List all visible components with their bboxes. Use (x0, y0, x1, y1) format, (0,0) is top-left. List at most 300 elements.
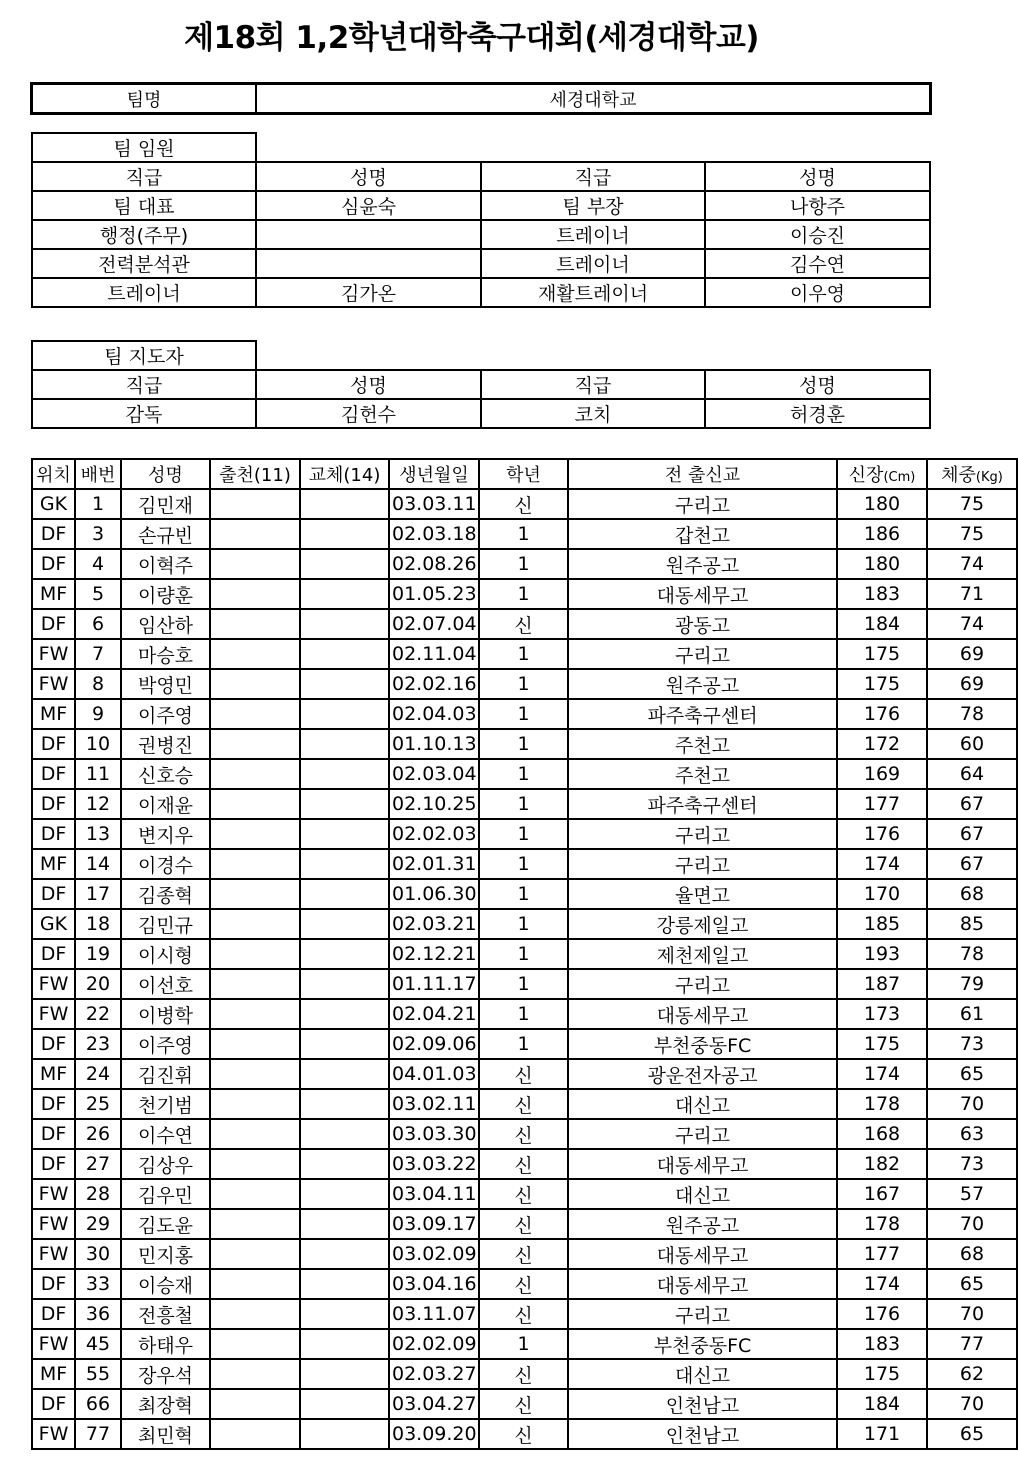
staff-name-cell (256, 220, 481, 249)
team-name: 세경대학교 (256, 84, 930, 113)
coach-name-cell: 김헌수 (256, 399, 481, 428)
player-row (32, 1239, 1017, 1269)
name-cell: 김종혁 (121, 879, 210, 909)
sub-cell (300, 639, 389, 669)
height-cell: 168 (837, 1119, 927, 1149)
height-cell: 171 (837, 1419, 927, 1449)
staff-row (32, 220, 930, 249)
player-row (32, 1389, 1017, 1419)
name-cell: 이재윤 (121, 789, 210, 819)
school-cell: 대동세무고 (568, 1269, 837, 1299)
school-cell: 대동세무고 (568, 1149, 837, 1179)
grade-cell: 신 (479, 1089, 568, 1119)
player-row (32, 729, 1017, 759)
birth-cell: 03.09.17 (389, 1209, 479, 1239)
birth-cell: 03.03.11 (389, 489, 479, 519)
staff-row (32, 278, 930, 307)
sub-cell (300, 1089, 389, 1119)
weight-cell: 73 (927, 1029, 1017, 1059)
start-cell (210, 1059, 300, 1089)
number-cell: 20 (75, 969, 121, 999)
name-cell: 이혁주 (121, 549, 210, 579)
staff-rank-cell: 재활트레이너 (481, 278, 705, 307)
team-label: 팀명 (32, 84, 256, 113)
staff-row (32, 249, 930, 278)
number-cell: 28 (75, 1179, 121, 1209)
start-cell (210, 1299, 300, 1329)
sub-cell (300, 1179, 389, 1209)
grade-cell: 1 (479, 669, 568, 699)
player-row (32, 579, 1017, 609)
start-cell (210, 1179, 300, 1209)
staff-name-cell: 김가온 (256, 278, 481, 307)
birth-cell: 01.05.23 (389, 579, 479, 609)
name-cell: 김상우 (121, 1149, 210, 1179)
header-weight-unit: (Kg) (975, 470, 1003, 485)
position-cell: FW (32, 1239, 75, 1269)
number-cell: 4 (75, 549, 121, 579)
player-row (32, 1149, 1017, 1179)
player-row (32, 639, 1017, 669)
height-cell: 167 (837, 1179, 927, 1209)
sub-cell (300, 1029, 389, 1059)
grade-cell: 신 (479, 1119, 568, 1149)
weight-cell: 62 (927, 1359, 1017, 1389)
name-cell: 권병진 (121, 729, 210, 759)
coach-rank-cell: 코치 (481, 399, 705, 428)
number-cell: 45 (75, 1329, 121, 1359)
player-row (32, 1359, 1017, 1389)
weight-cell: 73 (927, 1149, 1017, 1179)
sub-cell (300, 879, 389, 909)
start-cell (210, 729, 300, 759)
sub-cell (300, 819, 389, 849)
height-cell: 176 (837, 819, 927, 849)
start-cell (210, 1209, 300, 1239)
player-row (32, 789, 1017, 819)
player-row (32, 909, 1017, 939)
player-row (32, 1059, 1017, 1089)
position-cell: DF (32, 879, 75, 909)
coach-section-spacer (256, 341, 930, 370)
number-cell: 5 (75, 579, 121, 609)
start-cell (210, 909, 300, 939)
sub-cell (300, 1209, 389, 1239)
staff-rank-cell: 트레이너 (32, 278, 256, 307)
number-cell: 9 (75, 699, 121, 729)
birth-cell: 03.03.30 (389, 1119, 479, 1149)
coach-rank-cell: 감독 (32, 399, 256, 428)
number-cell: 19 (75, 939, 121, 969)
grade-cell: 신 (479, 1299, 568, 1329)
weight-cell: 60 (927, 729, 1017, 759)
staff-name-cell: 이우영 (705, 278, 930, 307)
birth-cell: 02.03.04 (389, 759, 479, 789)
height-cell: 170 (837, 879, 927, 909)
position-cell: MF (32, 1059, 75, 1089)
position-cell: DF (32, 1299, 75, 1329)
weight-cell: 67 (927, 849, 1017, 879)
weight-cell: 65 (927, 1269, 1017, 1299)
header-start: 출천(11) (210, 459, 300, 489)
school-cell: 구리고 (568, 489, 837, 519)
weight-cell: 70 (927, 1389, 1017, 1419)
start-cell (210, 1269, 300, 1299)
school-cell: 원주공고 (568, 549, 837, 579)
grade-cell: 신 (479, 1149, 568, 1179)
position-cell: DF (32, 819, 75, 849)
grade-cell: 신 (479, 1359, 568, 1389)
staff-name-cell: 심윤숙 (256, 191, 481, 220)
staff-row (32, 191, 930, 220)
number-cell: 3 (75, 519, 121, 549)
staff-rank-cell: 전력분석관 (32, 249, 256, 278)
number-cell: 30 (75, 1239, 121, 1269)
header-school: 전 출신교 (568, 459, 837, 489)
height-cell: 172 (837, 729, 927, 759)
name-cell: 이승재 (121, 1269, 210, 1299)
name-cell: 이병학 (121, 999, 210, 1029)
start-cell (210, 1329, 300, 1359)
name-cell: 이주영 (121, 699, 210, 729)
player-row (32, 939, 1017, 969)
player-row (32, 1119, 1017, 1149)
start-cell (210, 1089, 300, 1119)
height-cell: 177 (837, 789, 927, 819)
height-cell: 184 (837, 609, 927, 639)
name-cell: 이주영 (121, 1029, 210, 1059)
grade-cell: 1 (479, 1029, 568, 1059)
school-cell: 갑천고 (568, 519, 837, 549)
grade-cell: 신 (479, 1269, 568, 1299)
school-cell: 부천중동FC (568, 1329, 837, 1359)
name-cell: 최민혁 (121, 1419, 210, 1449)
position-cell: GK (32, 489, 75, 519)
sub-cell (300, 789, 389, 819)
start-cell (210, 1239, 300, 1269)
weight-cell: 70 (927, 1089, 1017, 1119)
birth-cell: 02.09.06 (389, 1029, 479, 1059)
header-weight-label: 체중 (941, 465, 976, 486)
start-cell (210, 549, 300, 579)
number-cell: 24 (75, 1059, 121, 1089)
birth-cell: 02.07.04 (389, 609, 479, 639)
name-cell: 이시형 (121, 939, 210, 969)
header-height-label: 신장 (848, 465, 884, 486)
start-cell (210, 969, 300, 999)
name-cell: 이수연 (121, 1119, 210, 1149)
sub-cell (300, 999, 389, 1029)
number-cell: 26 (75, 1119, 121, 1149)
header-sub: 교체(14) (300, 459, 389, 489)
birth-cell: 02.04.21 (389, 999, 479, 1029)
header-weight (927, 459, 1017, 489)
position-cell: FW (32, 1419, 75, 1449)
header-height-unit: (Cm) (883, 470, 916, 485)
grade-cell: 1 (479, 879, 568, 909)
grade-cell: 신 (479, 1209, 568, 1239)
weight-cell: 75 (927, 519, 1017, 549)
start-cell (210, 669, 300, 699)
player-row (32, 1299, 1017, 1329)
position-cell: DF (32, 939, 75, 969)
height-cell: 175 (837, 639, 927, 669)
weight-cell: 71 (927, 579, 1017, 609)
grade-cell: 1 (479, 1329, 568, 1359)
height-cell: 175 (837, 1029, 927, 1059)
staff-rank-cell: 행정(주무) (32, 220, 256, 249)
number-cell: 33 (75, 1269, 121, 1299)
name-cell: 김도윤 (121, 1209, 210, 1239)
player-row (32, 1209, 1017, 1239)
name-cell: 김우민 (121, 1179, 210, 1209)
grade-cell: 신 (479, 1179, 568, 1209)
weight-cell: 70 (927, 1299, 1017, 1329)
coach-section-label: 팀 지도자 (32, 341, 256, 370)
sub-cell (300, 1239, 389, 1269)
height-cell: 169 (837, 759, 927, 789)
position-cell: MF (32, 849, 75, 879)
school-cell: 원주공고 (568, 669, 837, 699)
sub-cell (300, 549, 389, 579)
sub-cell (300, 519, 389, 549)
staff-header-name-2: 성명 (705, 162, 930, 191)
school-cell: 제천제일고 (568, 939, 837, 969)
height-cell: 183 (837, 579, 927, 609)
height-cell: 176 (837, 699, 927, 729)
player-row (32, 1179, 1017, 1209)
number-cell: 55 (75, 1359, 121, 1389)
birth-cell: 01.11.17 (389, 969, 479, 999)
number-cell: 66 (75, 1389, 121, 1419)
player-row (32, 549, 1017, 579)
staff-rank-cell: 트레이너 (481, 249, 705, 278)
height-cell: 180 (837, 549, 927, 579)
position-cell: FW (32, 639, 75, 669)
sub-cell (300, 909, 389, 939)
birth-cell: 02.12.21 (389, 939, 479, 969)
start-cell (210, 1119, 300, 1149)
sub-cell (300, 729, 389, 759)
roster-table (31, 458, 1018, 1450)
height-cell: 180 (837, 489, 927, 519)
birth-cell: 02.03.21 (389, 909, 479, 939)
school-cell: 구리고 (568, 969, 837, 999)
height-cell: 183 (837, 1329, 927, 1359)
name-cell: 김민재 (121, 489, 210, 519)
number-cell: 12 (75, 789, 121, 819)
staff-section-label: 팀 임원 (32, 133, 256, 162)
grade-cell: 1 (479, 939, 568, 969)
position-cell: DF (32, 759, 75, 789)
name-cell: 변지우 (121, 819, 210, 849)
position-cell: MF (32, 579, 75, 609)
number-cell: 13 (75, 819, 121, 849)
grade-cell: 1 (479, 969, 568, 999)
coach-header-rank-2: 직급 (481, 370, 705, 399)
number-cell: 23 (75, 1029, 121, 1059)
school-cell: 주천고 (568, 759, 837, 789)
grade-cell: 1 (479, 849, 568, 879)
school-cell: 대동세무고 (568, 999, 837, 1029)
grade-cell: 1 (479, 789, 568, 819)
sub-cell (300, 669, 389, 699)
birth-cell: 02.03.18 (389, 519, 479, 549)
weight-cell: 79 (927, 969, 1017, 999)
number-cell: 22 (75, 999, 121, 1029)
sub-cell (300, 1059, 389, 1089)
start-cell (210, 939, 300, 969)
weight-cell: 69 (927, 669, 1017, 699)
birth-cell: 02.10.25 (389, 789, 479, 819)
number-cell: 8 (75, 669, 121, 699)
height-cell: 173 (837, 999, 927, 1029)
weight-cell: 74 (927, 549, 1017, 579)
number-cell: 18 (75, 909, 121, 939)
school-cell: 구리고 (568, 849, 837, 879)
position-cell: MF (32, 1359, 75, 1389)
birth-cell: 03.04.16 (389, 1269, 479, 1299)
sub-cell (300, 699, 389, 729)
number-cell: 11 (75, 759, 121, 789)
school-cell: 율면고 (568, 879, 837, 909)
position-cell: DF (32, 609, 75, 639)
position-cell: FW (32, 999, 75, 1029)
school-cell: 광운전자공고 (568, 1059, 837, 1089)
position-cell: DF (32, 1269, 75, 1299)
position-cell: DF (32, 549, 75, 579)
name-cell: 손규빈 (121, 519, 210, 549)
height-cell: 178 (837, 1089, 927, 1119)
player-row (32, 879, 1017, 909)
staff-header-rank-1: 직급 (32, 162, 256, 191)
grade-cell: 1 (479, 909, 568, 939)
height-cell: 178 (837, 1209, 927, 1239)
roster-body (32, 489, 1017, 1449)
grade-cell: 신 (479, 609, 568, 639)
birth-cell: 02.08.26 (389, 549, 479, 579)
player-row (32, 969, 1017, 999)
grade-cell: 신 (479, 1419, 568, 1449)
start-cell (210, 1419, 300, 1449)
position-cell: DF (32, 1149, 75, 1179)
height-cell: 174 (837, 1059, 927, 1089)
grade-cell: 1 (479, 639, 568, 669)
coach-header-name-1: 성명 (256, 370, 481, 399)
player-row (32, 759, 1017, 789)
position-cell: FW (32, 1179, 75, 1209)
school-cell: 대동세무고 (568, 579, 837, 609)
number-cell: 27 (75, 1149, 121, 1179)
header-number: 배번 (75, 459, 121, 489)
weight-cell: 67 (927, 789, 1017, 819)
sub-cell (300, 849, 389, 879)
player-row (32, 1029, 1017, 1059)
sub-cell (300, 489, 389, 519)
name-cell: 김민규 (121, 909, 210, 939)
name-cell: 최장혁 (121, 1389, 210, 1419)
sub-cell (300, 759, 389, 789)
number-cell: 7 (75, 639, 121, 669)
position-cell: FW (32, 1329, 75, 1359)
height-cell: 185 (837, 909, 927, 939)
player-row (32, 519, 1017, 549)
header-position: 위치 (32, 459, 75, 489)
position-cell: DF (32, 519, 75, 549)
school-cell: 구리고 (568, 819, 837, 849)
weight-cell: 63 (927, 1119, 1017, 1149)
school-cell: 원주공고 (568, 1209, 837, 1239)
birth-cell: 02.01.31 (389, 849, 479, 879)
staff-rank-cell: 트레이너 (481, 220, 705, 249)
birth-cell: 02.02.16 (389, 669, 479, 699)
weight-cell: 70 (927, 1209, 1017, 1239)
position-cell: DF (32, 789, 75, 819)
school-cell: 구리고 (568, 1299, 837, 1329)
height-cell: 175 (837, 669, 927, 699)
header-height (837, 459, 927, 489)
staff-section-spacer (256, 133, 930, 162)
sub-cell (300, 1149, 389, 1179)
position-cell: FW (32, 1209, 75, 1239)
position-cell: DF (32, 1029, 75, 1059)
weight-cell: 75 (927, 489, 1017, 519)
page-title: 제18회 1,2학년대학축구대회(세경대학교) (184, 20, 759, 56)
height-cell: 177 (837, 1239, 927, 1269)
sub-cell (300, 1419, 389, 1449)
name-cell: 민지홍 (121, 1239, 210, 1269)
start-cell (210, 519, 300, 549)
position-cell: FW (32, 669, 75, 699)
position-cell: DF (32, 1119, 75, 1149)
height-cell: 193 (837, 939, 927, 969)
sub-cell (300, 1389, 389, 1419)
school-cell: 인천남고 (568, 1389, 837, 1419)
sub-cell (300, 1299, 389, 1329)
weight-cell: 57 (927, 1179, 1017, 1209)
school-cell: 대신고 (568, 1089, 837, 1119)
birth-cell: 03.09.20 (389, 1419, 479, 1449)
number-cell: 6 (75, 609, 121, 639)
school-cell: 광동고 (568, 609, 837, 639)
name-cell: 전흥철 (121, 1299, 210, 1329)
number-cell: 1 (75, 489, 121, 519)
grade-cell: 1 (479, 999, 568, 1029)
birth-cell: 02.02.03 (389, 819, 479, 849)
birth-cell: 03.04.27 (389, 1389, 479, 1419)
school-cell: 인천남고 (568, 1419, 837, 1449)
start-cell (210, 1389, 300, 1419)
name-cell: 장우석 (121, 1359, 210, 1389)
birth-cell: 02.04.03 (389, 699, 479, 729)
header-name: 성명 (121, 459, 210, 489)
grade-cell: 1 (479, 819, 568, 849)
player-row (32, 699, 1017, 729)
staff-body (32, 191, 930, 307)
birth-cell: 02.02.09 (389, 1329, 479, 1359)
grade-cell: 1 (479, 759, 568, 789)
height-cell: 184 (837, 1389, 927, 1419)
school-cell: 대동세무고 (568, 1239, 837, 1269)
player-row (32, 609, 1017, 639)
height-cell: 182 (837, 1149, 927, 1179)
weight-cell: 78 (927, 939, 1017, 969)
height-cell: 175 (837, 1359, 927, 1389)
weight-cell: 67 (927, 819, 1017, 849)
staff-name-cell (256, 249, 481, 278)
position-cell: DF (32, 729, 75, 759)
roster-header-row (32, 459, 1017, 489)
